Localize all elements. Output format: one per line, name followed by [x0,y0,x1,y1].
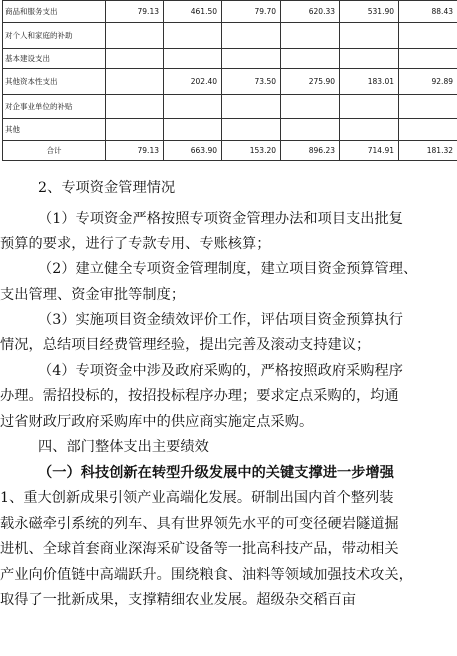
table-cell [106,69,164,95]
table-cell: 896.23 [281,141,340,161]
table-cell: 714.91 [340,141,399,161]
table-row [3,1,457,23]
paragraph-line: 情况，总结项目经费管理经验，提出完善及滚动支持建议； [0,337,371,353]
paragraph-line: 支出管理、资金审批等制度； [0,287,186,303]
table-cell [399,49,457,69]
paragraph-line: （4）专项资金中涉及政府采购的，严格按照政府采购程序 [38,363,404,379]
section-heading: 四、部门整体支出主要绩效 [38,439,209,455]
table-cell [106,119,164,141]
table-row [3,119,457,141]
table-cell [106,95,164,119]
table-cell: 202.40 [164,69,222,95]
paragraph-line: 1、重大创新成果引领产业高端化发展。研制出国内首个整列装 [0,490,394,506]
table-cell: 183.01 [340,69,399,95]
table-cell [281,119,340,141]
table-cell [399,119,457,141]
table-cell [281,95,340,119]
table-cell [164,95,222,119]
paragraph-line: （1）专项资金严格按照专项资金管理办法和项目支出批复 [38,211,404,227]
paragraph-line: （3）实施项目资金绩效评价工作，评估项目资金预算执行 [38,312,404,328]
table-cell [340,119,399,141]
row-label: 基本建设支出 [3,49,106,69]
table-cell [164,119,222,141]
table-cell: 275.90 [281,69,340,95]
table-cell: 461.50 [164,1,222,23]
paragraph-line: 进机、全球首套商业深海采矿设备等一批高科技产品，带动相关 [0,541,399,557]
subsection-heading: （一）科技创新在转型升级发展中的关键支撑进一步增强 [38,465,394,481]
table-row [3,69,457,95]
row-label: 对个人和家庭的补助 [3,23,106,49]
table-cell [164,23,222,49]
paragraph-line: （2）建立健全专项资金管理制度，建立项目资金预算管理、 [38,261,418,277]
table-row [3,49,457,69]
table-cell: 181.32 [399,141,457,161]
table-cell [106,23,164,49]
table-cell [222,95,281,119]
table-cell [340,95,399,119]
table-cell: 663.90 [164,141,222,161]
row-label: 商品和服务支出 [3,1,106,23]
table-cell [340,23,399,49]
paragraph-line: 办理。需招投标的，按招投标程序办理；要求定点采购的，均通 [0,388,399,404]
table-cell: 79.13 [106,1,164,23]
table-cell [399,95,457,119]
row-label: 其他资本性支出 [3,69,106,95]
table-cell [340,49,399,69]
section-heading: 2、专项资金管理情况 [38,180,176,196]
expenditure-table [2,0,457,161]
table-cell: 79.70 [222,1,281,23]
table-cell: 88.43 [399,1,457,23]
table-cell [164,49,222,69]
table-row [3,23,457,49]
table-cell [222,23,281,49]
table-cell: 79.13 [106,141,164,161]
paragraph-line: 取得了一批新成果，支撑精细农业发展。超级杂交稻百亩 [0,592,356,608]
table-cell: 153.20 [222,141,281,161]
row-label: 其他 [3,119,106,141]
paragraph-line: 预算的要求，进行了专款专用、专账核算； [0,236,271,252]
table-cell [222,119,281,141]
table-cell: 73.50 [222,69,281,95]
row-label: 对企事业单位的补贴 [3,95,106,119]
paragraph-line: 载永磁牵引系统的列车、具有世界领先水平的可变径硬岩隧道掘 [0,516,399,532]
paragraph-line: 产业向价值链中高端跃升。围绕粮食、油料等领域加强技术攻关， [0,567,413,583]
table-cell: 92.89 [399,69,457,95]
table-row [3,95,457,119]
paragraph-line: 过省财政厅政府采购库中的供应商实施定点采购。 [0,414,314,430]
total-label: 合计 [3,141,106,161]
table-cell: 620.33 [281,1,340,23]
table-total-row [3,141,457,161]
table-cell [106,49,164,69]
table-cell [281,49,340,69]
table-cell [222,49,281,69]
table-cell: 531.90 [340,1,399,23]
table-cell [399,23,457,49]
table-cell [281,23,340,49]
